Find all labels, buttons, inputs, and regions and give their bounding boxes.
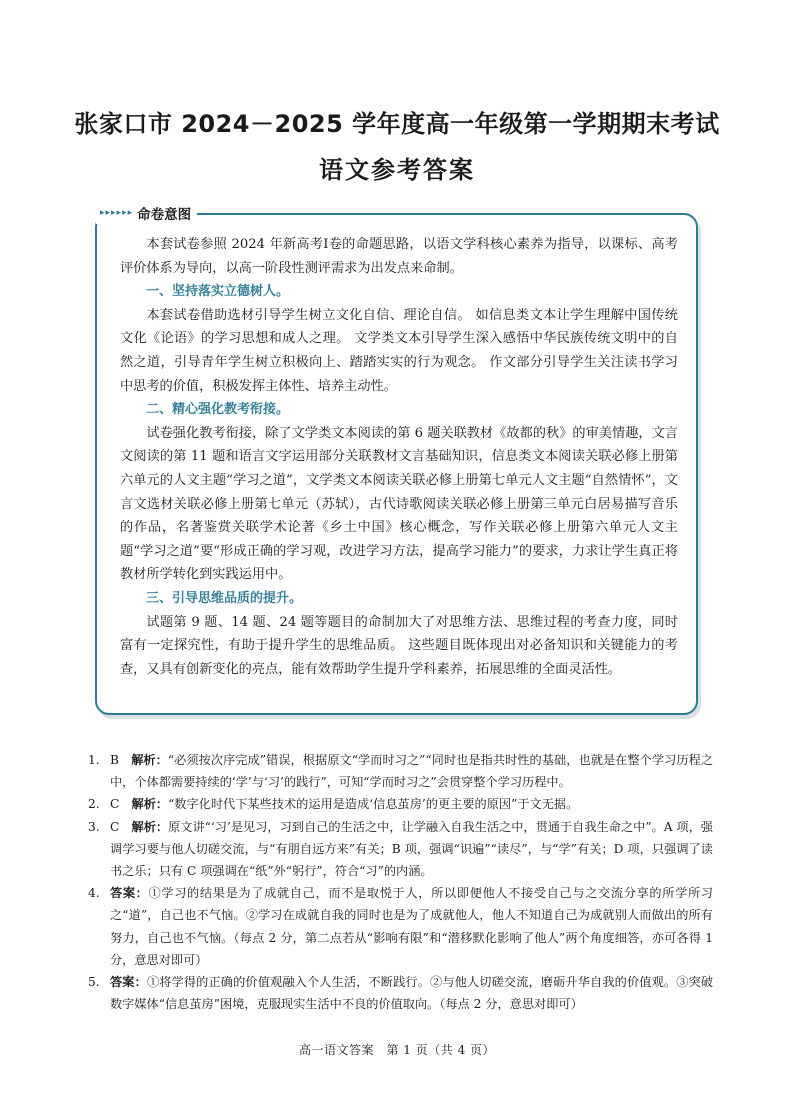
intent-body xyxy=(120,233,678,681)
intent-paragraph: 试卷强化教考衔接，除了文学类文本阅读的第 6 题关联教材《故都的秋》的审美情趣，文言文阅读的第 11 题和语言文字运用部分关联教材文言基础知识，信息类文本阅读关联必修上册第六单元的人文主题“学习之道”，文学类文本阅读关联必修上册第七单元人文主题“自然情怀”，文言文选材关联必修上册第七单元（苏轼），古代诗歌阅读关联必修上册第三单元白居易描写音乐的作品，名著鉴赏关联学术论著《乡土中国》核心概念，写作关联必修上册第六单元人文主题“学习之道”要“形成正确的学习观，改进学习方法，提高学习能力”的要求，力求让学生真正将教材所学转化到实践运用中。 xyxy=(120,425,678,583)
intent-header xyxy=(96,202,197,224)
answer-number: 1. xyxy=(88,753,100,767)
answer-item xyxy=(88,793,713,815)
answer-key: 答案： xyxy=(110,886,149,901)
answer-key: B xyxy=(110,753,119,767)
intent-paragraph: 试题第 9 题、14 题、24 题等题目的命制加大了对思维方法、思维过程的考查力度，同时富有一定探究性，有助于提升学生的思维品质。 这些题目既体现出对必备知识和关键能力的考查，又具有创新变化的亮点，能有效帮助学生提升学科素养，拓展思维的全面灵活性。 xyxy=(120,614,678,677)
answer-label: 解析： xyxy=(131,797,169,812)
answer-key: 答案： xyxy=(110,975,147,990)
answer-number: 5. xyxy=(88,975,100,990)
answer-content xyxy=(110,816,713,883)
intent-section-heading: 一、坚持落实立德树人。 xyxy=(146,284,290,300)
answer-content xyxy=(110,749,713,793)
answer-number: 2. xyxy=(88,797,100,812)
answer-list xyxy=(88,749,713,1015)
page-footer: 高一语文答案 第 1 页（共 4 页） xyxy=(298,1043,496,1057)
answer-text: “数字化时代下某些技术的运用是造成‘信息茧房’的更主要的原因”于文无据。 xyxy=(168,797,579,812)
answer-key: C xyxy=(110,797,120,812)
answer-content xyxy=(110,971,713,1015)
intent-section-heading: 三、引导思维品质的提升。 xyxy=(146,590,303,606)
answer-text: 原文讲“‘习’是见习，习到自己的生活之中，让学融入自我生活之中，贯通于自我生命之中”。A 项，强调学习要与他人切磋交流，与“有朋自远方来”有关；B 项，强调“识遍”“读尽”，与“学”有关；D 项，只强调了读书之乐；只有 C 项强调在“纸”外“躬行”，符合“习”的内涵。 xyxy=(110,819,713,879)
intent-paragraph: 本套试卷参照 2024 年新高考Ⅰ卷的命题思路，以语文学科核心素养为指导，以课标、高考评价体系为导向，以高一阶段性测评需求为出发点来命制。 xyxy=(120,237,678,276)
page-title: 张家口市 2024－2025 学年度高一年级第一学期期末考试 xyxy=(74,110,720,138)
intent-header-label: 命卷意图 xyxy=(137,207,192,223)
arrow-decoration-icon: ▸▸▸▸▸▸ xyxy=(100,208,134,218)
answer-number: 3. xyxy=(88,819,100,834)
answer-number: 4. xyxy=(88,886,100,901)
answer-text: ①将学得的正确的价值观融入个人生活，不断践行。②与他人切磋交流，磨砺升华自我的价值观。③突破数字媒体“信息茧房”困境，克服现实生活中不良的价值取向。（每点 2 分，意思对即可） xyxy=(110,975,714,1012)
answer-label: 解析： xyxy=(131,819,169,834)
intent-section-heading: 二、精心强化教考衔接。 xyxy=(146,402,290,418)
answer-text: ①学习的结果是为了成就自己，而不是取悦于人，所以即便他人不接受自己与之交流分享的所学所习之“道”，自己也不气恼。②学习在成就自我的同时也是为了成就他人，他人不知道自己为成就别人而做出的所有努力，自己也不气恼。（每点 2 分，第二点若从“影响有限”和“潜移默化影响了他人”两个角度细答，亦可各得 1 分，意思对即可） xyxy=(110,886,713,967)
answer-item xyxy=(88,882,713,971)
answer-item xyxy=(88,971,713,1015)
answer-label: 解析： xyxy=(131,753,168,767)
answer-content xyxy=(110,882,713,971)
answer-content xyxy=(110,793,713,815)
answer-text: “必须按次序完成”错误，根据原文“学而时习之”“同时也是指共时性的基础，也就是在整个学习历程之中，个体都需要持续的‘学’与‘习’的践行”，可知“学而时习之”会贯穿整个学习历程中。 xyxy=(110,753,714,790)
answer-item xyxy=(88,816,713,883)
answer-key: C xyxy=(110,819,120,834)
intent-paragraph: 本套试卷借助选材引导学生树立文化自信、理论自信。 如信息类文本让学生理解中国传统文化《论语》的学习思想和成人之理。 文学类文本引导学生深入感悟中华民族传统文明中的自然之道，引导青年学生树立积极向上、踏踏实实的行为观念。 作文部分引导学生关注读书学习中思考的价值，积极发挥主体性、培养主动性。 xyxy=(120,307,678,394)
page-subtitle: 语文参考答案 xyxy=(319,156,475,184)
answer-item xyxy=(88,749,713,793)
